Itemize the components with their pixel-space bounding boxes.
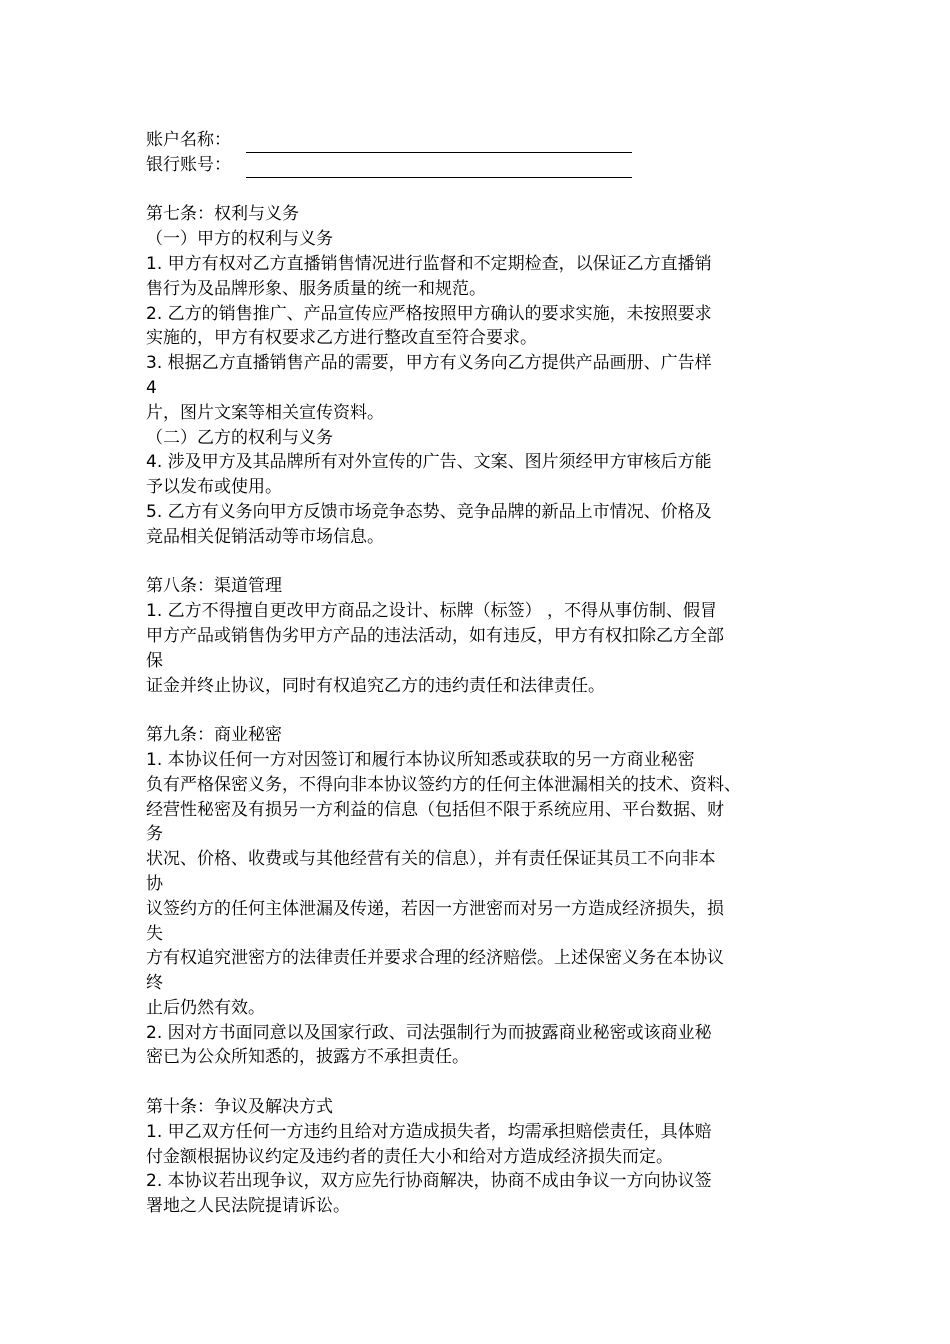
article-7-heading: 第七条：权利与义务 bbox=[146, 204, 299, 225]
account-number-row bbox=[146, 153, 826, 178]
paragraph-line: 方有权追究泄密方的法律责任并要求合理的经济赔偿。上述保密义务在本协议 bbox=[146, 948, 724, 969]
spacer bbox=[146, 698, 826, 723]
article-10-heading: 第十条：争议及解决方式 bbox=[146, 1097, 333, 1118]
paragraph-line: 4. 涉及甲方及其品牌所有对外宣传的广告、文案、图片须经甲方审核后方能 bbox=[146, 452, 712, 473]
article-7-subheading-2: （二）乙方的权利与义务 bbox=[146, 427, 333, 448]
article-8-heading: 第八条：渠道管理 bbox=[146, 576, 282, 597]
paragraph-line: 片，图片文案等相关宣传资料。 bbox=[146, 402, 384, 423]
article-9-heading: 第九条：商业秘密 bbox=[146, 725, 282, 746]
paragraph-line: 状况、价格、收费或与其他经营有关的信息），并有责任保证其员工不向非本 bbox=[146, 849, 716, 870]
paragraph-line: 密已为公众所知悉的，披露方不承担责任。 bbox=[146, 1047, 469, 1068]
paragraph-line: 2. 乙方的销售推广、产品宣传应严格按照甲方确认的要求实施，未按照要求 bbox=[146, 303, 712, 324]
paragraph-line: 协 bbox=[146, 873, 163, 894]
document-body bbox=[146, 128, 826, 1219]
paragraph-line: 署地之人民法院提请诉讼。 bbox=[146, 1196, 350, 1217]
paragraph-line: 经营性秘密及有损另一方利益的信息（包括但不限于系统应用、平台数据、财 bbox=[146, 799, 724, 820]
paragraph-line: 竞品相关促销活动等市场信息。 bbox=[146, 526, 384, 547]
paragraph-line: 实施的，甲方有权要求乙方进行整改直至符合要求。 bbox=[146, 328, 537, 349]
paragraph-line: 1. 乙方不得擅自更改甲方商品之设计、标牌（标签） ，不得从事仿制、假冒 bbox=[146, 601, 718, 622]
spacer bbox=[146, 178, 826, 203]
paragraph-line: 售行为及品牌形象、服务质量的统一和规范。 bbox=[146, 278, 486, 299]
paragraph-line: 1. 甲乙双方任何一方违约且给对方造成损失者，均需承担赔偿责任，具体赔 bbox=[146, 1121, 712, 1142]
article-7-subheading-1: （一）甲方的权利与义务 bbox=[146, 229, 333, 250]
paragraph-line: 付金额根据协议约定及违约者的责任大小和给对方造成经济损失而定。 bbox=[146, 1146, 673, 1167]
paragraph-line: 终 bbox=[146, 973, 163, 994]
paragraph-line: 甲方产品或销售伪劣甲方产品的违法活动，如有违反，甲方有权扣除乙方全部 bbox=[146, 625, 724, 646]
paragraph-line: 1. 本协议任何一方对因签订和履行本协议所知悉或获取的另一方商业秘密 bbox=[146, 749, 695, 770]
spacer bbox=[146, 550, 826, 575]
account-number-label: 银行账号： bbox=[146, 154, 231, 175]
paragraph-line: 止后仍然有效。 bbox=[146, 997, 265, 1018]
paragraph-line: 证金并终止协议，同时有权追究乙方的违约责任和法律责任。 bbox=[146, 675, 605, 696]
paragraph-line: 保 bbox=[146, 650, 163, 671]
spacer bbox=[146, 1070, 826, 1095]
paragraph-line: 失 bbox=[146, 923, 163, 944]
paragraph-line: 2. 因对方书面同意以及国家行政、司法强制行为而披露商业秘密或该商业秘 bbox=[146, 1022, 712, 1043]
paragraph-line: 5. 乙方有义务向甲方反馈市场竞争态势、竞争品牌的新品上市情况、价格及 bbox=[146, 501, 712, 522]
account-name-row bbox=[146, 128, 826, 153]
paragraph-line: 2. 本协议若出现争议，双方应先行协商解决，协商不成由争议一方向协议签 bbox=[146, 1171, 712, 1192]
paragraph-line: 负有严格保密义务，不得向非本协议签约方的任何主体泄漏相关的技术、资料、 bbox=[146, 774, 741, 795]
paragraph-line: 3. 根据乙方直播销售产品的需要，甲方有义务向乙方提供产品画册、广告样 bbox=[146, 353, 712, 374]
account-name-blank bbox=[246, 134, 632, 153]
paragraph-line: 1. 甲方有权对乙方直播销售情况进行监督和不定期检查，以保证乙方直播销 bbox=[146, 253, 712, 274]
paragraph-line: 议签约方的任何主体泄漏及传递，若因一方泄密而对另一方造成经济损失，损 bbox=[146, 898, 724, 919]
paragraph-line: 予以发布或使用。 bbox=[146, 477, 282, 498]
account-number-blank bbox=[246, 159, 632, 178]
page-number: 4 bbox=[146, 377, 157, 398]
account-name-label: 账户名称： bbox=[146, 130, 231, 150]
paragraph-line: 务 bbox=[146, 824, 163, 845]
